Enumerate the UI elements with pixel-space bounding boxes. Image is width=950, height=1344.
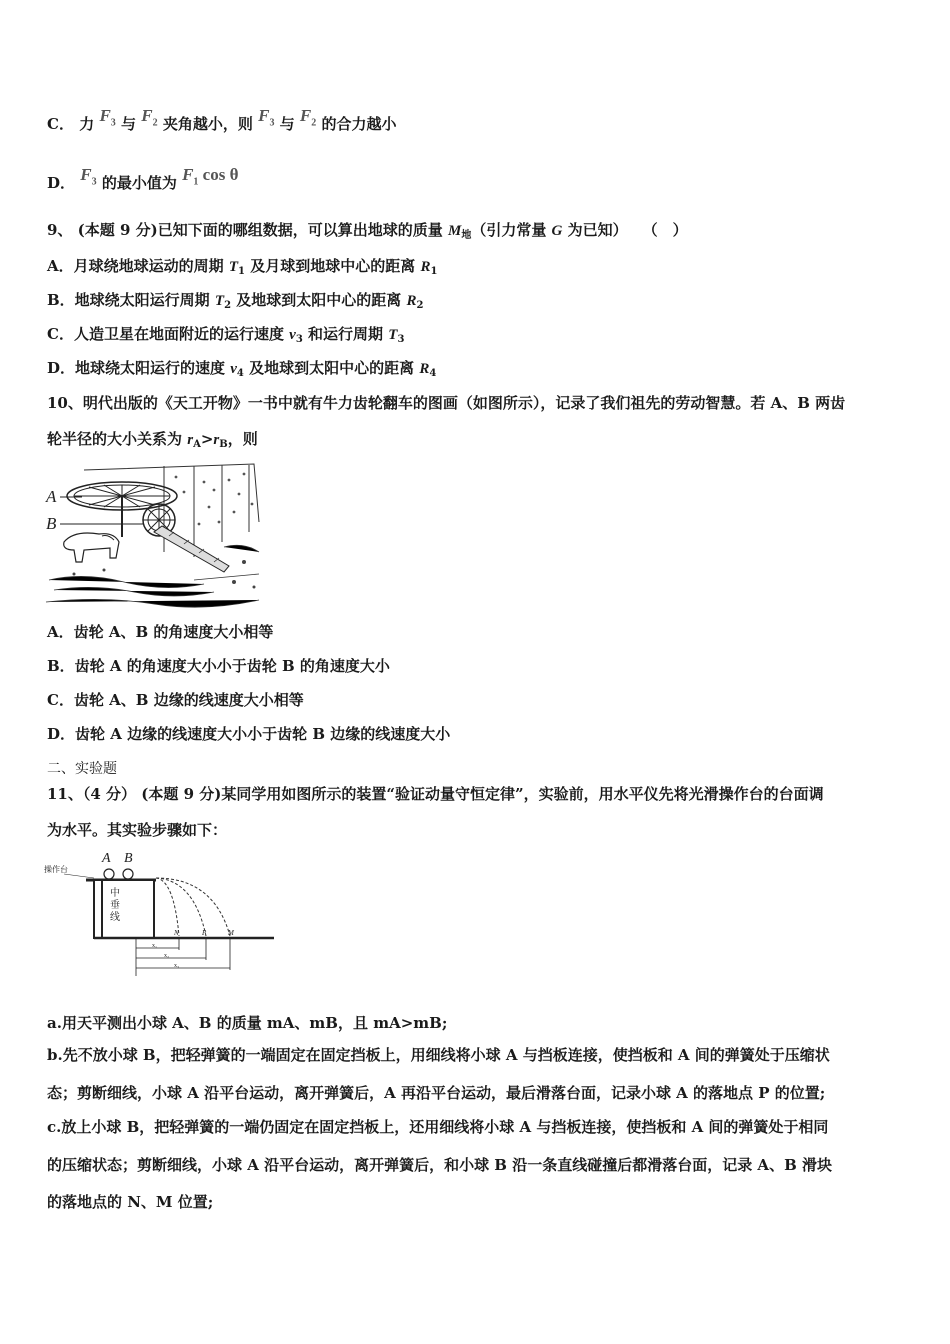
ox-gear-waterwheel-illustration — [44, 462, 266, 610]
q9-option-d: D．地球绕太阳运行的速度 $v_4$ 及地球到太阳中心的距离 $R_4$ — [47, 359, 437, 379]
q10-stem-line2: 轮半径的大小关系为 $r_A>r_B$，则 — [47, 430, 258, 450]
section-experiment-heading: 二、实验题 — [47, 761, 117, 777]
fig-center-line-2: 垂 — [110, 900, 120, 911]
formula-F2-b: $F_2$ — [299, 106, 317, 129]
formula-F3-d: $F_3$ — [80, 165, 97, 188]
fig-center-line-3: 线 — [110, 912, 120, 923]
fig-label-x2: x₂ — [164, 953, 170, 959]
q11-step-b-line2: 态；剪断细线，小球 A 沿平台运动，离开弹簧后，A 再沿平台运动，最后滑落台面，记录小球 A 的落地点 P 的位置; — [47, 1084, 826, 1102]
fig-label-B: B — [124, 851, 133, 866]
q9-option-c: C．人造卫星在地面附近的运行速度 $v_3$ 和运行周期 $T_3$ — [47, 325, 405, 345]
formula-F3: $F_3$ — [99, 106, 116, 129]
fig-label-A: A — [46, 487, 57, 506]
q11-stem-line1: 11、（4 分） (本题 9 分)某同学用如图所示的装置“验证动量守恒定律”，实验前，用水平仪先将光滑操作台的台面调 — [47, 785, 824, 803]
q8-option-d: D． $F_3$ 的最小值为 $F_1$ cos θ — [47, 165, 239, 192]
apparatus-drawing — [44, 850, 276, 980]
fig-center-line-1: 中 — [110, 888, 120, 899]
q11-stem-line2: 为水平。其实验步骤如下： — [47, 821, 228, 839]
fig-label-x1: x₁ — [152, 943, 158, 949]
q11-step-c-line3: 的落地点的 N、M 位置; — [47, 1193, 214, 1211]
q10-option-d: D．齿轮 A 边缘的线速度大小小于齿轮 B 边缘的线速度大小 — [47, 725, 451, 743]
q10-option-a: A．齿轮 A、B 的角速度大小相等 — [47, 623, 274, 641]
formula-F1-cos: $F_1$ cos θ — [182, 165, 239, 188]
q11-step-b-line1: b.先不放小球 B，把轻弹簧的一端固定在固定挡板上，用细线将小球 A 与挡板连接，使挡板和 A 间的弹簧处于压缩状 — [47, 1046, 830, 1064]
q10-stem-line1: 10、明代出版的《天工开物》一书中就有牛力齿轮翻车的图画（如图所示），记录了我们祖先的劳动智慧。若 A、B 两齿 — [47, 394, 846, 412]
q9-stem: 9、 (本题 9 分)已知下面的哪组数据，可以算出地球的质量 $M_地$（引力常量 G 为已知） （ ） — [47, 221, 688, 241]
q10-option-b: B．齿轮 A 的角速度大小小于齿轮 B 的角速度大小 — [47, 657, 390, 675]
q10-option-c: C．齿轮 A、B 边缘的线速度大小相等 — [47, 691, 304, 709]
fig-label-M: M — [228, 929, 234, 937]
ball-B — [123, 869, 133, 879]
fig-label-A: A — [102, 851, 111, 866]
q8-option-c: C． 力 $F_3$ 与 $F_2$ 夹角越小，则 $F_3$ 与 $F_2$ 的合力越小 — [47, 106, 397, 133]
q11-step-c-line1: c.放上小球 B，把轻弹簧的一端仍固定在固定挡板上，还用细线将小球 A 与挡板连接，使挡板和 A 间的弹簧处于相同 — [47, 1118, 829, 1136]
formula-F2: $F_2$ — [141, 106, 158, 129]
fig-label-x3: x₃ — [174, 963, 180, 969]
fig-label-N: N — [174, 929, 179, 937]
waterwheel-drawing — [44, 462, 266, 610]
q9-option-b: B．地球绕太阳运行周期 $T_2$ 及地球到太阳中心的距离 $R_2$ — [47, 291, 424, 311]
fig-label-P: P — [202, 929, 207, 937]
fig-label-table: 操作台 — [44, 865, 68, 874]
q11-step-c-line2: 的压缩状态；剪断细线，小球 A 沿平台运动，离开弹簧后，和小球 B 沿一条直线碰撞后都滑落台面，记录 A、B 滑块 — [47, 1156, 832, 1174]
fig-label-B: B — [46, 514, 57, 533]
q9-option-a: A．月球绕地球运动的周期 $T_1$ 及月球到地球中心的距离 $R_1$ — [47, 257, 438, 277]
q11-step-a: a.用天平测出小球 A、B 的质量 mA、mB，且 mA>mB; — [47, 1014, 448, 1032]
momentum-apparatus-illustration — [44, 850, 276, 980]
ball-A — [104, 869, 114, 879]
formula-F3-b: $F_3$ — [258, 106, 275, 129]
